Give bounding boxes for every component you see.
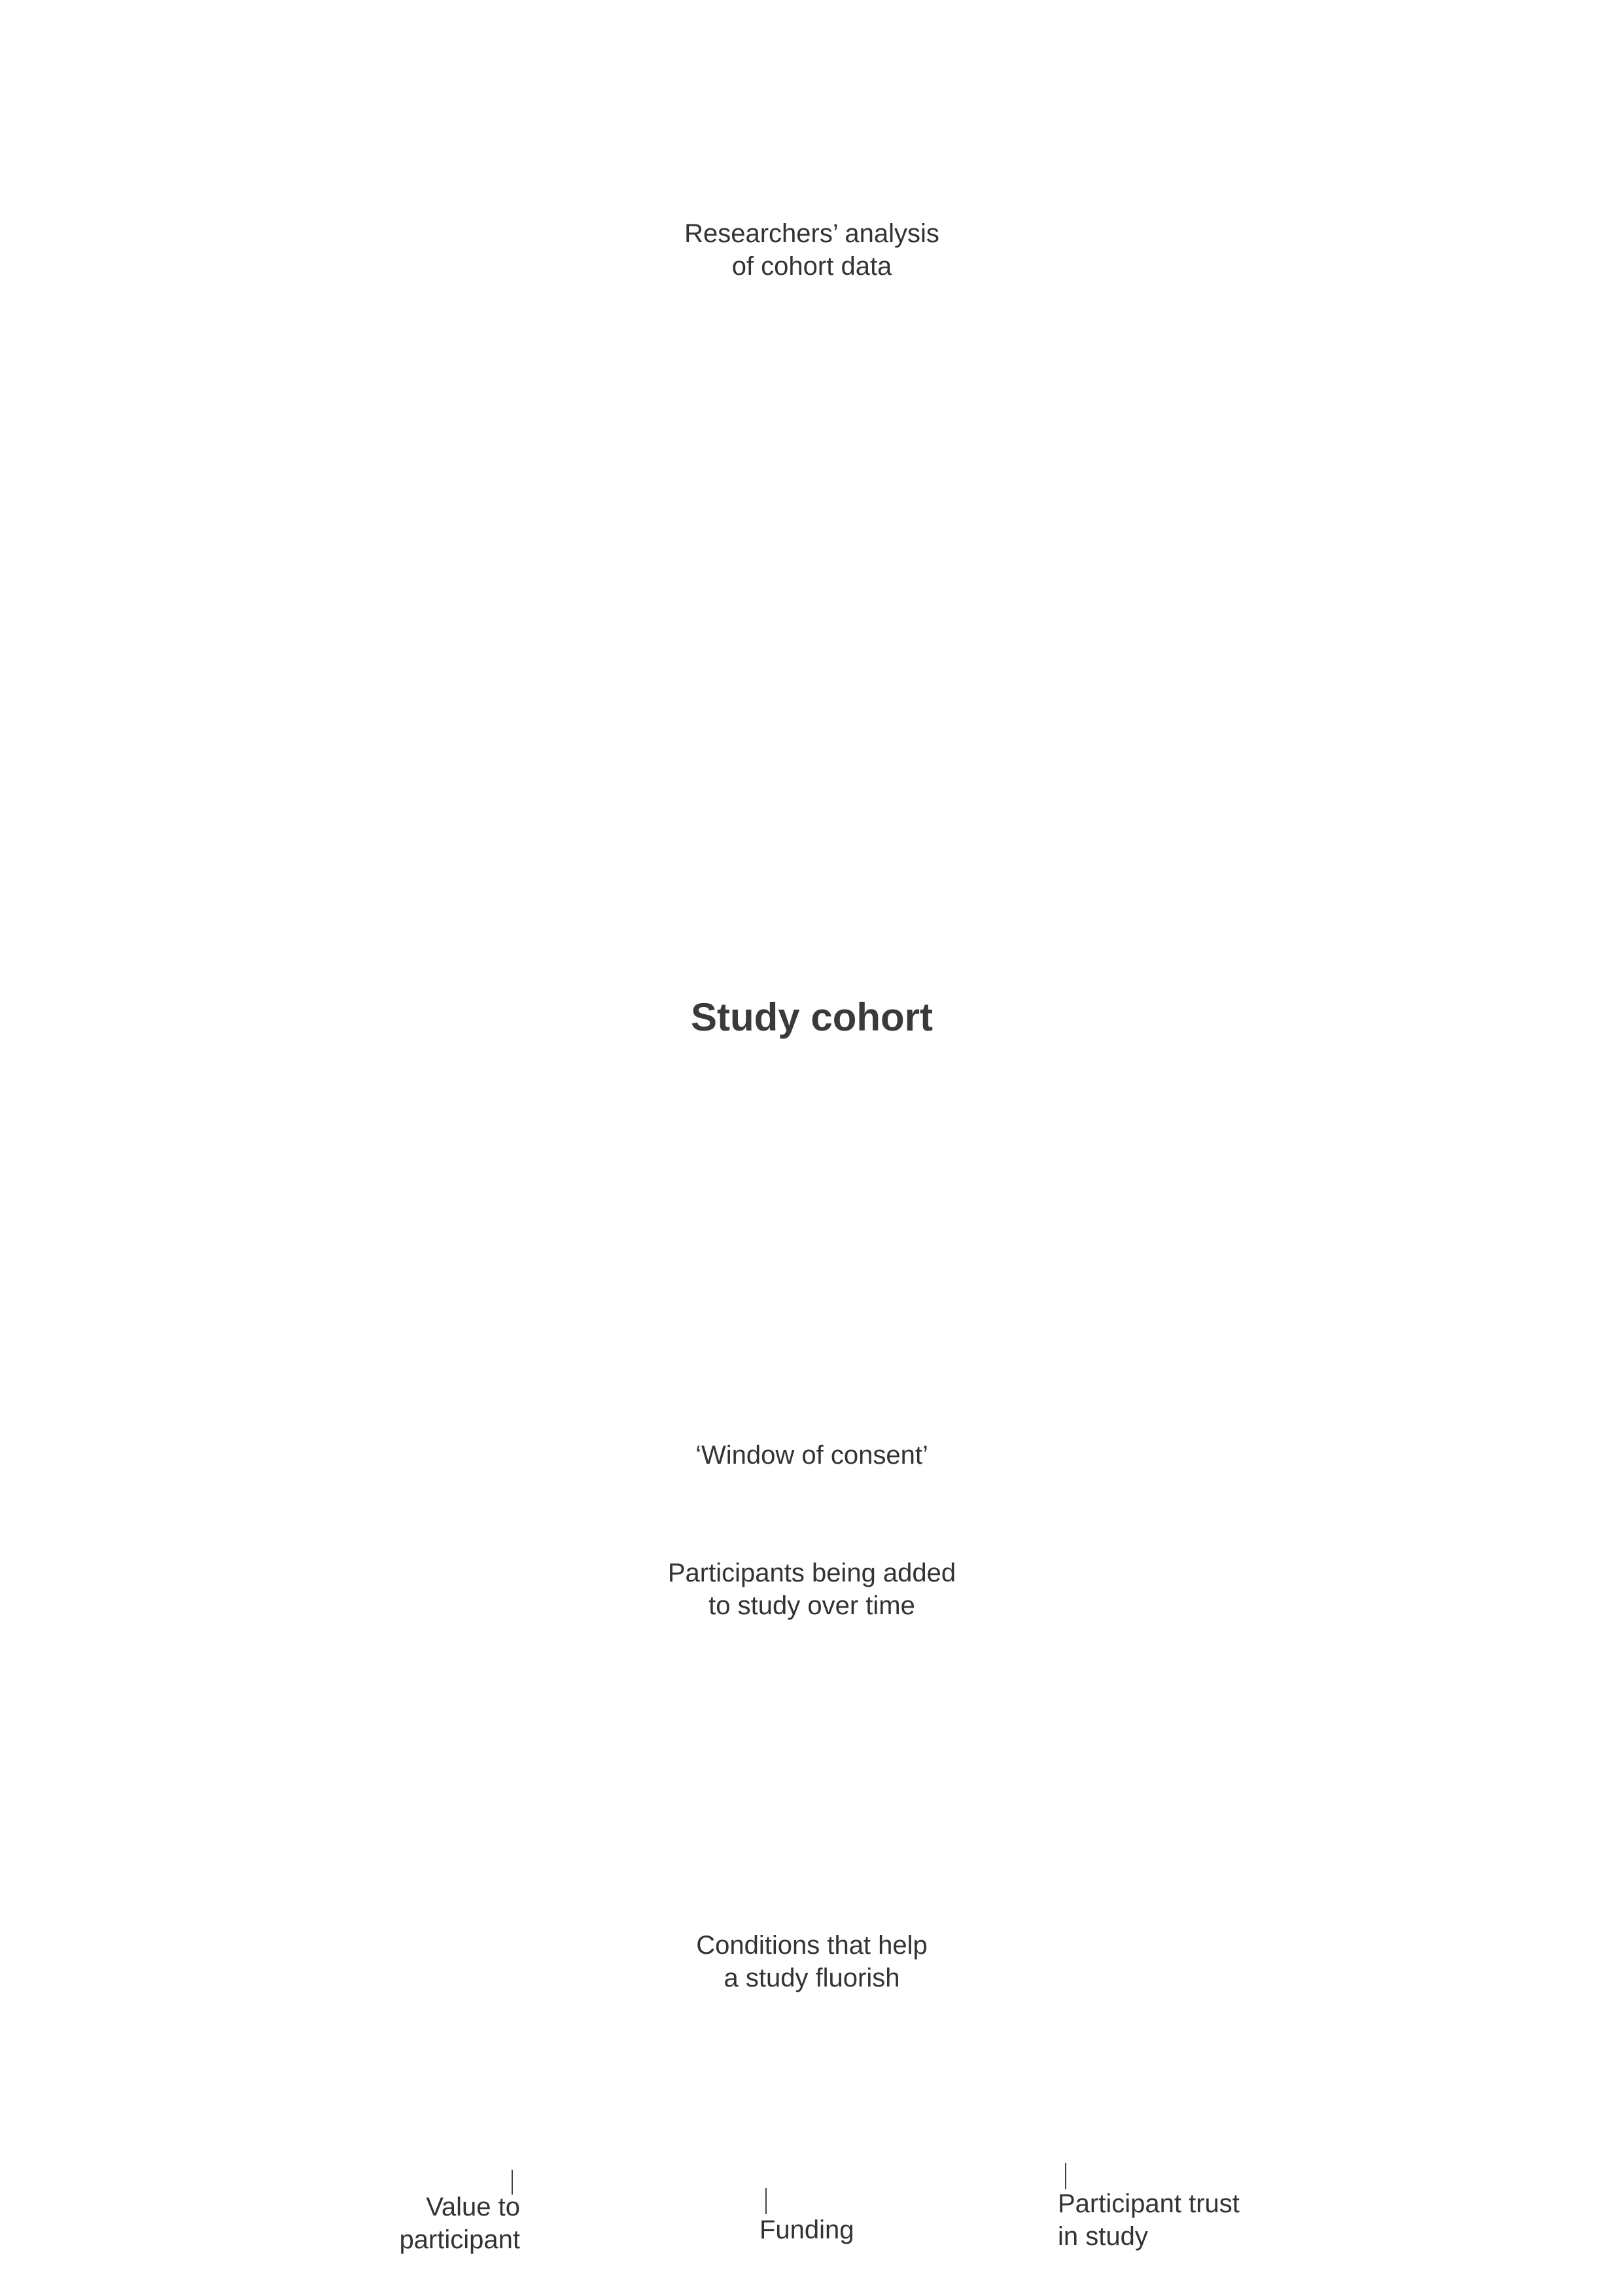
study-cohort-title: Study cohort — [691, 995, 933, 1039]
conditions-label — [696, 1929, 928, 1994]
funding-label: Funding — [759, 2216, 854, 2244]
participants-added-line-1: Participants being added — [667, 1559, 956, 1587]
conditions-line-2: a study fluorish — [724, 1964, 900, 1992]
trust-line-1: Participant trust — [1058, 2189, 1240, 2218]
participants-added-label — [668, 1557, 956, 1622]
participant-trust-label — [1058, 2187, 1240, 2253]
researchers-analysis-label — [684, 217, 939, 283]
researchers-analysis-line-1: Researchers’ analysis — [684, 219, 939, 248]
trust-leader-line — [1065, 2163, 1066, 2189]
funding-leader-line — [765, 2188, 767, 2214]
researchers-analysis-line-2: of cohort data — [731, 252, 892, 281]
value-to-participant-label — [366, 2191, 520, 2256]
value-line-2: participant — [399, 2225, 520, 2254]
participants-added-line-2: to study over time — [708, 1591, 915, 1620]
conditions-line-1: Conditions that help — [696, 1931, 928, 1960]
window-of-consent-label: ‘Window of consent’ — [695, 1441, 928, 1470]
trust-line-2: in study — [1058, 2222, 1148, 2251]
value-line-1: Value to — [426, 2193, 520, 2221]
